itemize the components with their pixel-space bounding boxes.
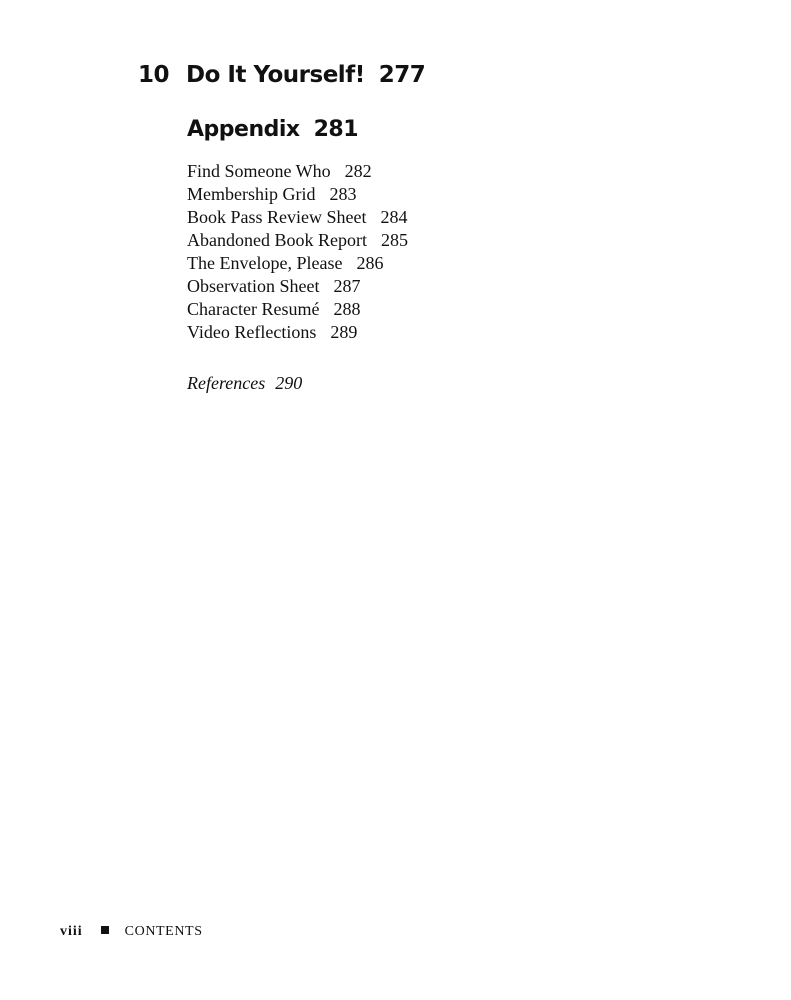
toc-entry [187,298,408,321]
entry-title: Observation Sheet [187,276,320,296]
references-page: 290 [275,373,303,393]
entry-title: Find Someone Who [187,161,331,181]
toc-entry [187,252,408,275]
running-head: CONTENTS [124,924,203,939]
entry-page: 285 [380,230,408,250]
references-entry [187,373,302,394]
entry-page: 283 [329,184,357,204]
entry-title: Character Resumé [187,299,320,319]
toc-entry [187,206,408,229]
entry-title: The Envelope, Please [187,253,343,273]
toc-entry [187,321,408,344]
appendix-title: Appendix [187,117,300,142]
page-footer [60,924,203,940]
entry-page: 284 [380,207,408,227]
entry-title: Video Reflections [187,322,317,342]
chapter-title: Do It Yourself! [186,62,365,88]
toc-entry [187,229,408,252]
entry-title: Abandoned Book Report [187,230,367,250]
toc-entry [187,183,408,206]
entry-title: Membership Grid [187,184,316,204]
entry-page: 287 [333,276,361,296]
entry-title: Book Pass Review Sheet [187,207,367,227]
appendix-page: 281 [313,117,359,142]
entry-page: 289 [330,322,358,342]
chapter-page: 277 [378,62,426,88]
chapter-number: 10 [138,62,170,88]
toc-entry [187,275,408,298]
entry-page: 286 [356,253,384,273]
appendix-entry-list [187,160,408,344]
appendix-heading [187,117,358,142]
references-title: References [187,373,266,393]
square-bullet-icon [101,926,109,934]
entry-page: 288 [333,299,361,319]
page-folio: viii [60,924,83,939]
entry-page: 282 [344,161,372,181]
toc-entry [187,160,408,183]
chapter-heading [138,62,425,88]
